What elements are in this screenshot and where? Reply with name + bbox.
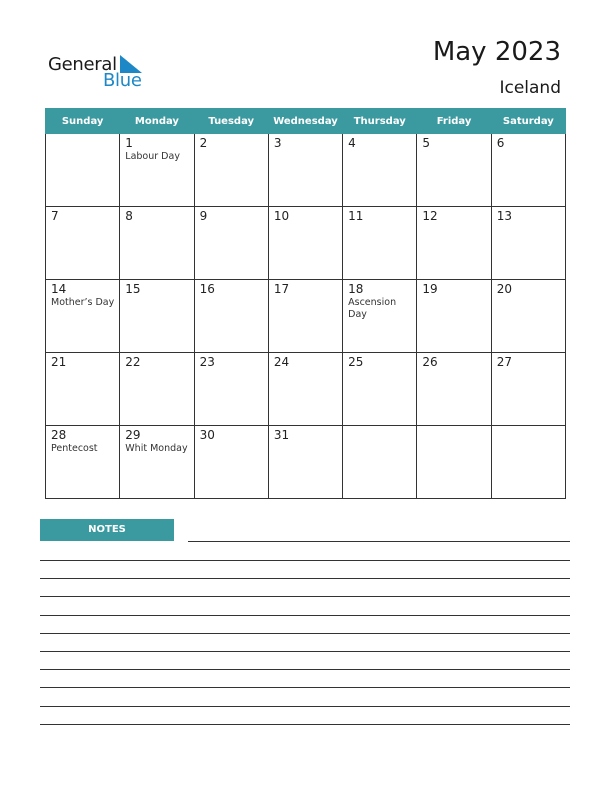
- calendar-day-cell: [343, 207, 417, 280]
- calendar-day-cell: [417, 353, 491, 426]
- calendar-day-cell: [491, 426, 565, 499]
- note-line: [188, 541, 570, 542]
- calendar-day-cell: [268, 280, 342, 353]
- day-number: 24: [273, 355, 290, 369]
- logo-text-general: General: [48, 54, 117, 75]
- calendar-day-cell: [268, 134, 342, 207]
- day-number: 18: [348, 282, 364, 296]
- holiday-label: Ascension Day: [348, 297, 397, 320]
- weekday-header: Saturday: [491, 109, 565, 134]
- day-number: 7: [51, 209, 59, 223]
- note-line: [40, 578, 570, 579]
- calendar-day-cell: [120, 353, 194, 426]
- note-line: [40, 633, 570, 634]
- calendar-day-cell: [46, 353, 120, 426]
- note-line: [40, 669, 570, 670]
- holiday-label: Whit Monday: [125, 443, 188, 454]
- calendar-day-cell: [343, 353, 417, 426]
- country-name: Iceland: [499, 78, 561, 98]
- calendar-day-cell: [120, 280, 194, 353]
- calendar-day-cell: [120, 134, 194, 207]
- day-number: 25: [348, 355, 364, 369]
- calendar-day-cell: [417, 280, 491, 353]
- calendar-day-cell: [46, 207, 120, 280]
- calendar-week-row: [46, 426, 566, 499]
- holiday-label: Pentecost: [51, 443, 98, 454]
- holiday-label: Labour Day: [125, 151, 180, 162]
- day-number: 9: [199, 209, 208, 223]
- calendar-day-cell: [343, 280, 417, 353]
- calendar-day-cell: [417, 426, 491, 499]
- calendar-day-cell: [268, 207, 342, 280]
- logo: [48, 52, 158, 92]
- calendar-day-cell: [46, 134, 120, 207]
- calendar-week-row: [46, 207, 566, 280]
- calendar-grid: [45, 108, 566, 499]
- calendar-day-cell: [268, 353, 342, 426]
- day-number: 31: [273, 428, 290, 442]
- calendar-day-cell: [343, 426, 417, 499]
- calendar-day-cell: [491, 207, 565, 280]
- calendar-day-cell: [194, 353, 268, 426]
- weekday-header: Tuesday: [194, 109, 268, 134]
- day-number: 3: [273, 136, 282, 150]
- day-number: 11: [348, 209, 364, 223]
- weekday-header: Wednesday: [268, 109, 342, 134]
- day-number: 14: [51, 282, 67, 296]
- day-number: 15: [125, 282, 141, 296]
- notes-label: NOTES: [40, 519, 174, 541]
- calendar-day-cell: [120, 207, 194, 280]
- note-line: [40, 687, 570, 688]
- calendar-day-cell: [194, 280, 268, 353]
- calendar-day-cell: [120, 426, 194, 499]
- day-number: 21: [51, 355, 67, 369]
- day-number: 29: [125, 428, 141, 442]
- day-number: 16: [199, 282, 215, 296]
- calendar-day-cell: [417, 134, 491, 207]
- weekday-header-row: [46, 109, 566, 134]
- calendar-day-cell: [194, 134, 268, 207]
- note-line: [40, 651, 570, 652]
- day-number: 27: [496, 355, 512, 369]
- day-number: 23: [199, 355, 215, 369]
- note-line: [40, 560, 570, 561]
- calendar-week-row: [46, 280, 566, 353]
- day-number: 13: [496, 209, 512, 223]
- note-line: [40, 596, 570, 597]
- calendar-week-row: [46, 134, 566, 207]
- day-number: 10: [273, 209, 290, 223]
- day-number: 8: [125, 209, 133, 223]
- calendar-body: [46, 134, 566, 499]
- calendar-week-row: [46, 353, 566, 426]
- weekday-header: Thursday: [343, 109, 417, 134]
- calendar-day-cell: [268, 426, 342, 499]
- weekday-header: Sunday: [46, 109, 120, 134]
- calendar-day-cell: [343, 134, 417, 207]
- note-line: [40, 615, 570, 616]
- day-number: 4: [348, 136, 356, 150]
- day-number: 5: [422, 136, 431, 150]
- day-number: 17: [273, 282, 290, 296]
- weekday-header: Monday: [120, 109, 194, 134]
- calendar-day-cell: [46, 280, 120, 353]
- calendar-day-cell: [417, 207, 491, 280]
- day-number: 26: [422, 355, 438, 369]
- day-number: 20: [496, 282, 512, 296]
- holiday-label: Mother’s Day: [51, 297, 115, 308]
- day-number: 28: [51, 428, 67, 442]
- day-number: 6: [496, 136, 505, 150]
- calendar-day-cell: [194, 207, 268, 280]
- note-line: [40, 706, 570, 707]
- day-number: 1: [125, 136, 133, 150]
- day-number: 12: [422, 209, 438, 223]
- note-line: [40, 724, 570, 725]
- calendar-day-cell: [194, 426, 268, 499]
- day-number: 2: [199, 136, 208, 150]
- month-title: May 2023: [432, 37, 561, 67]
- calendar-day-cell: [491, 134, 565, 207]
- logo-text-blue: Blue: [103, 70, 142, 91]
- day-number: 22: [125, 355, 141, 369]
- day-number: 30: [199, 428, 215, 442]
- calendar-day-cell: [46, 426, 120, 499]
- calendar-day-cell: [491, 280, 565, 353]
- day-number: 19: [422, 282, 438, 296]
- weekday-header: Friday: [417, 109, 491, 134]
- calendar-day-cell: [491, 353, 565, 426]
